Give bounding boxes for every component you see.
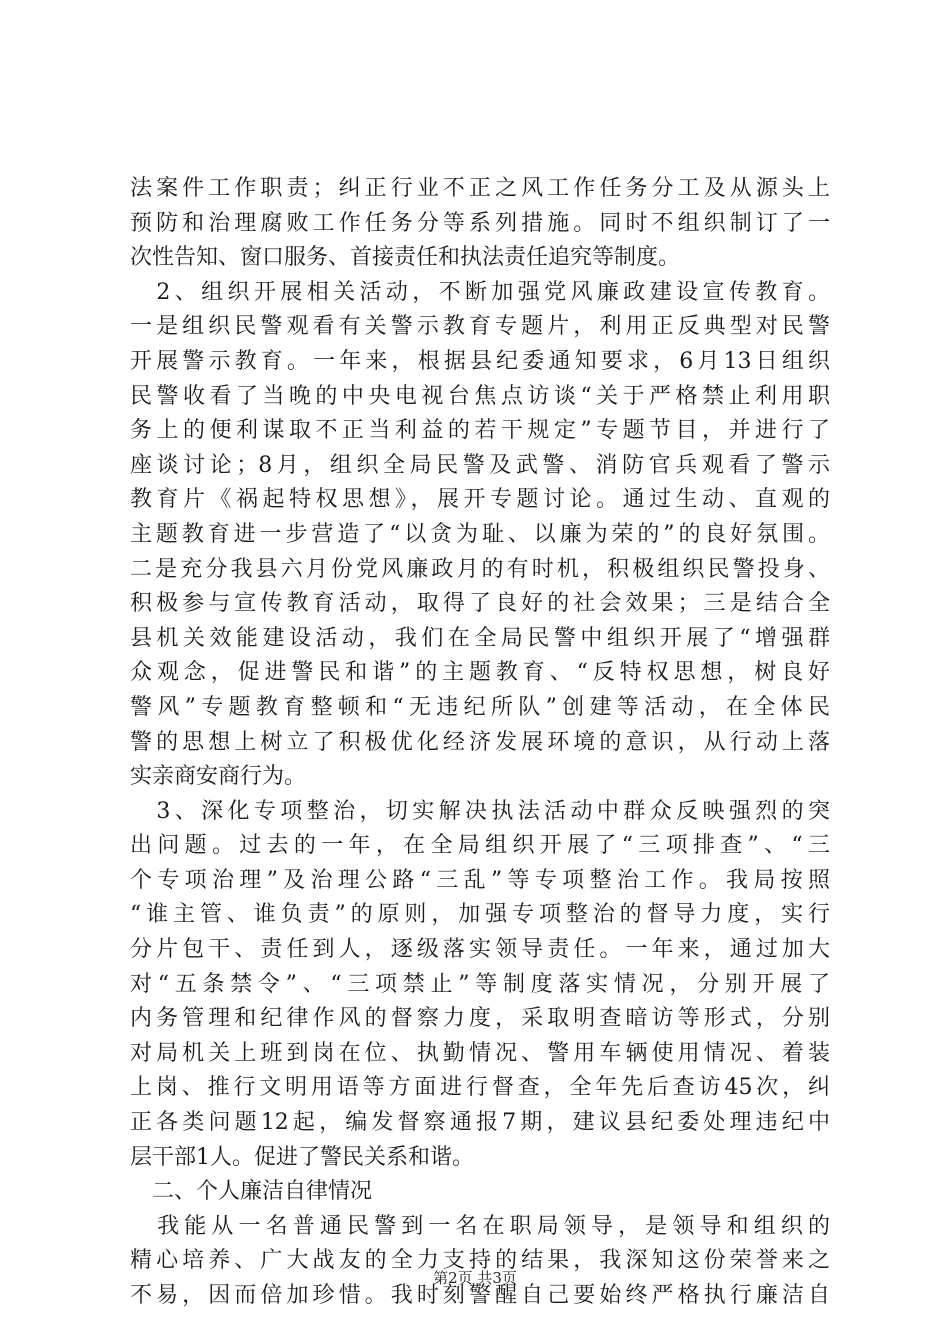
body-line: 开展警示教育。一年来，根据县纪委通知要求，6月13日组织 <box>130 348 830 374</box>
body-line: 警的思想上树立了积极优化经济发展环境的意识，从行动上落 <box>130 729 830 755</box>
body-line: 法案件工作职责；纠正行业不正之风工作任务分工及从源头上 <box>130 176 830 201</box>
body-line: 个专项治理”及治理公路“三乱”等专项整治工作。我局按照 <box>130 867 830 893</box>
body-line: 对“五条禁令”、“三项禁止”等制度落实情况，分别开展了 <box>130 971 830 997</box>
body-line: 出问题。过去的一年，在全局组织开展了“三项排查”、“三 <box>130 833 830 859</box>
body-line: 县机关效能建设活动，我们在全局民警中组织开展了“增强群 <box>130 625 830 651</box>
body-line: 对局机关上班到岗在位、执勤情况、警用车辆使用情况、着装 <box>130 1040 830 1066</box>
body-line: 民警收看了当晚的中央电视台焦点访谈“关于严格禁止利用职 <box>130 383 830 409</box>
body-line: 主题教育进一步营造了“以贪为耻、以廉为荣的”的良好氛围。 <box>130 521 830 547</box>
body-line: 次性告知、窗口服务、首接责任和执法责任追究等制度。 <box>130 245 681 271</box>
body-line: 层干部1人。促进了警民关系和谐。 <box>130 1144 474 1170</box>
body-line: 2、组织开展相关活动，不断加强党风廉政建设宣传教育。 <box>130 279 830 305</box>
body-line: 3、深化专项整治，切实解决执法活动中群众反映强烈的突 <box>130 798 830 824</box>
body-line: 精心培养、广大战友的全力支持的结果，我深知这份荣誉来之 <box>130 1248 830 1274</box>
body-line: 我能从一名普通民警到一名在职局领导，是领导和组织的 <box>130 1213 830 1239</box>
body-line: 预防和治理腐败工作任务分等系列措施。同时不组织制订了一 <box>130 210 830 236</box>
body-line: 二是充分我县六月份党风廉政月的有时机，积极组织民警投身、 <box>130 556 830 582</box>
body-line: 分片包干、责任到人，逐级落实领导责任。一年来，通过加大 <box>130 937 830 963</box>
document-body <box>130 172 830 1314</box>
section-heading: 二、个人廉洁自律情况 <box>130 1179 373 1205</box>
body-line: 内务管理和纪律作风的督察力度，采取明查暗访等形式，分别 <box>130 1006 830 1032</box>
body-line: “谁主管、谁负责”的原则，加强专项整治的督导力度，实行 <box>130 902 830 928</box>
body-line: 正各类问题12起，编发督察通报7期，建议县纪委处理违纪中 <box>130 1110 830 1136</box>
body-line: 一是组织民警观看有关警示教育专题片，利用正反典型对民警 <box>130 314 830 340</box>
page-number-footer: 第2页 共3页 <box>433 1269 517 1287</box>
body-line: 座谈讨论；8月，组织全局民警及武警、消防官兵观看了警示 <box>130 452 830 478</box>
body-line: 警风”专题教育整顿和“无违纪所队”创建等活动，在全体民 <box>130 694 830 720</box>
body-line: 教育片《祸起特权思想》，展开专题讨论。通过生动、直观的 <box>130 487 830 513</box>
body-line: 积极参与宣传教育活动，取得了良好的社会效果；三是结合全 <box>130 591 830 617</box>
body-line: 众观念，促进警民和谐”的主题教育、“反特权思想，树良好 <box>130 660 830 686</box>
body-line: 实亲商安商行为。 <box>130 764 307 790</box>
body-line: 上岗、推行文明用语等方面进行督查，全年先后查访45次，纠 <box>130 1075 830 1101</box>
body-line: 务上的便利谋取不正当利益的若干规定”专题节目，并进行了 <box>130 418 830 444</box>
body-line: 不易，因而倍加珍惜。我时刻警醒自己要始终严格执行廉洁自 <box>130 1283 830 1308</box>
